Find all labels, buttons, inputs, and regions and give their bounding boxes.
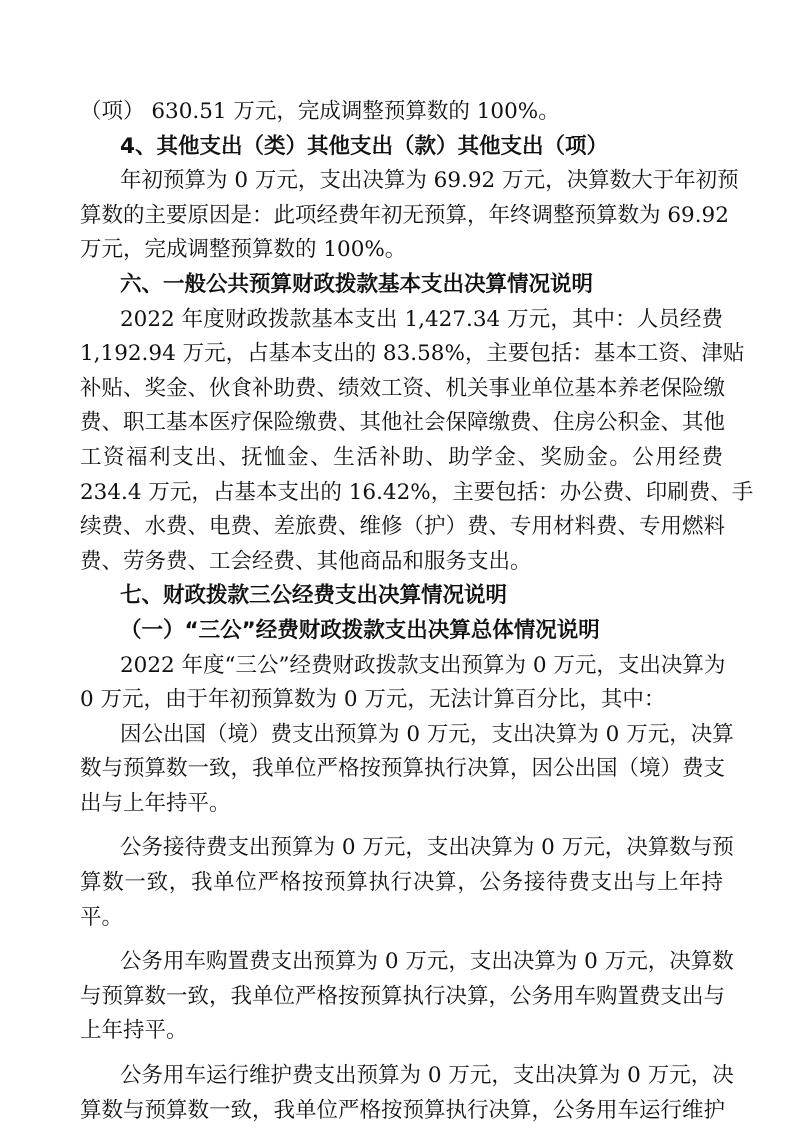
paragraph-line: 数与预算数一致，我单位严格按预算执行决算，因公出国（境）费支 — [80, 756, 726, 782]
section-heading: 六、一般公共预算财政拨款基本支出决算情况说明 — [120, 271, 594, 297]
paragraph-line: 算数的主要原因是：此项经费年初无预算，年终调整预算数为 69.92 — [80, 202, 729, 228]
paragraph-line: 万元，完成调整预算数的 100%。 — [80, 237, 407, 263]
paragraph-gap — [80, 935, 723, 945]
paragraph-line: 出与上年持平。 — [80, 790, 231, 816]
paragraph-line: 2022 年度财政拨款基本支出 1,427.34 万元，其中：人员经费 — [120, 306, 723, 332]
paragraph-line: 2022 年度“三公”经费财政拨款支出预算为 0 万元，支出决算为 — [120, 652, 726, 678]
paragraph-line: 公务接待费支出预算为 0 万元，支出决算为 0 万元，决算数与预 — [120, 835, 734, 861]
paragraph-line: 1,192.94 万元，占基本支出的 83.58%，主要包括：基本工资、津贴 — [80, 341, 745, 367]
section-heading: 七、财政拨款三公经费支出决算情况说明 — [120, 583, 508, 609]
paragraph-line: 因公出国（境）费支出预算为 0 万元，支出决算为 0 万元，决算 — [120, 721, 734, 747]
paragraph-line: 年初预算为 0 万元，支出决算为 69.92 万元，决算数大于年初预 — [120, 168, 739, 194]
paragraph-line: 续费、水费、电费、差旅费、维修（护）费、专用材料费、专用燃料 — [80, 514, 726, 540]
paragraph-line: 算数与预算数一致，我单位严格按预算执行决算，公务用车运行维护 — [80, 1097, 726, 1123]
paragraph-line: 上年持平。 — [80, 1018, 188, 1044]
paragraph-line: 与预算数一致，我单位严格按预算执行决算，公务用车购置费支出与 — [80, 983, 726, 1009]
paragraph-line: 公务用车购置费支出预算为 0 万元，支出决算为 0 万元，决算数 — [120, 949, 734, 975]
paragraph-line: 0 万元，由于年初预算数为 0 万元，无法计算百分比，其中： — [80, 687, 666, 713]
paragraph-line: 补贴、奖金、伙食补助费、绩效工资、机关事业单位基本养老保险缴 — [80, 375, 726, 401]
paragraph-line: （项） 630.51 万元，完成调整预算数的 100%。 — [80, 99, 560, 124]
paragraph-gap — [80, 821, 723, 831]
paragraph-line: 工资福利支出、抚恤金、生活补助、助学金、奖励金。公用经费 — [80, 444, 723, 470]
paragraph-line: 费、职工基本医疗保险缴费、其他社会保障缴费、住房公积金、其他 — [80, 410, 726, 436]
paragraph-gap — [80, 1049, 723, 1059]
paragraph-line: 平。 — [80, 904, 124, 930]
paragraph-line: 算数一致，我单位严格按预算执行决算，公务接待费支出与上年持 — [80, 870, 723, 896]
subsection-heading: （一）“三公”经费财政拨款支出决算总体情况说明 — [120, 617, 600, 643]
section-heading: 4、其他支出（类）其他支出（款）其他支出（项） — [120, 133, 608, 159]
paragraph-line: 234.4 万元，占基本支出的 16.42%，主要包括：办公费、印刷费、手 — [80, 479, 754, 505]
paragraph-line: 公务用车运行维护费支出预算为 0 万元，支出决算为 0 万元，决 — [120, 1063, 734, 1089]
paragraph-line: 费、劳务费、工会经费、其他商品和服务支出。 — [80, 548, 532, 574]
